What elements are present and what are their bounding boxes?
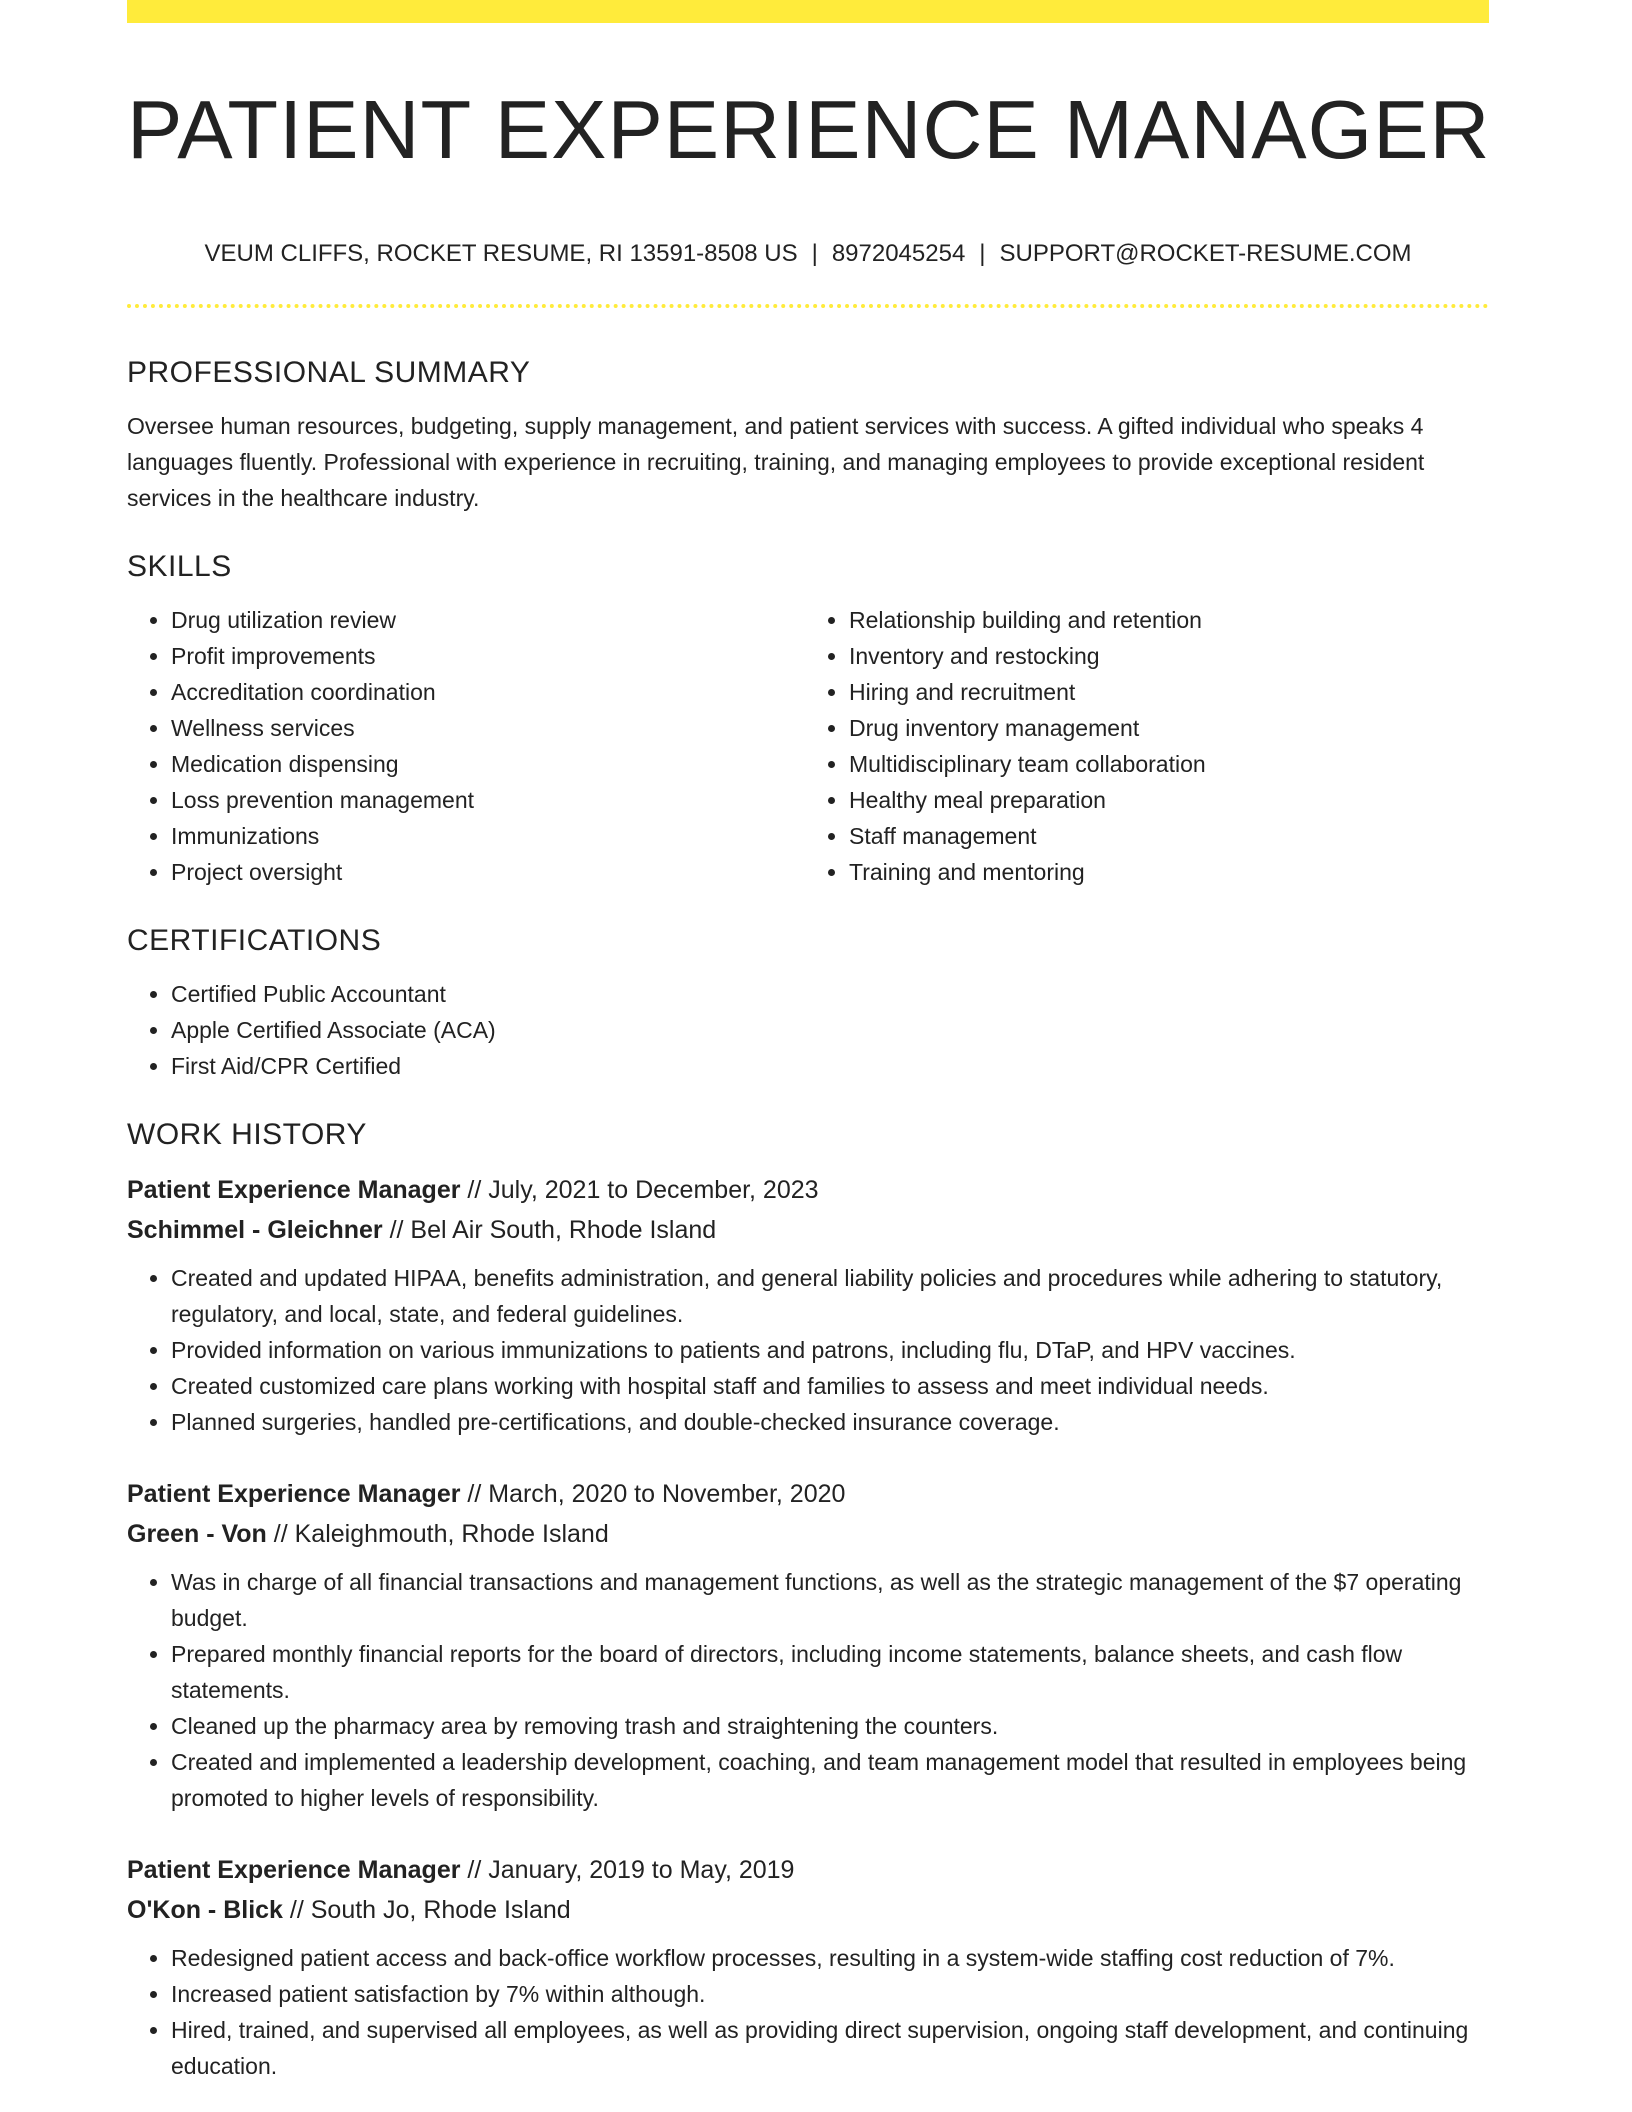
job-title: Patient Experience Manager bbox=[127, 1176, 461, 1204]
skills-column-right bbox=[805, 602, 1483, 890]
job-location: // Kaleighmouth, Rhode Island bbox=[266, 1520, 609, 1548]
summary-section bbox=[127, 352, 1489, 516]
skill-item: • Loss prevention management bbox=[171, 782, 805, 818]
job-bullets bbox=[127, 1564, 1489, 1816]
skills-columns bbox=[127, 602, 1489, 890]
certification-item: • Apple Certified Associate (ACA) bbox=[171, 1012, 1489, 1048]
dotted-divider bbox=[127, 304, 1489, 308]
job-company-line bbox=[127, 1890, 1489, 1930]
job-dates: // March, 2020 to November, 2020 bbox=[460, 1480, 846, 1508]
skill-item: • Profit improvements bbox=[171, 638, 805, 674]
contact-separator: | bbox=[811, 240, 818, 267]
contact-phone: 8972045254 bbox=[831, 240, 966, 267]
accent-top-bar bbox=[127, 0, 1489, 23]
job-company-line bbox=[127, 1210, 1489, 1250]
certifications-list bbox=[127, 976, 1489, 1084]
skill-item: • Staff management bbox=[849, 818, 1483, 854]
skills-column-left bbox=[127, 602, 805, 890]
contact-email: SUPPORT@ROCKET-RESUME.COM bbox=[999, 240, 1412, 267]
job-dates: // January, 2019 to May, 2019 bbox=[460, 1856, 795, 1884]
skill-item: • Hiring and recruitment bbox=[849, 674, 1483, 710]
job-bullets bbox=[127, 1260, 1489, 1440]
job-company-line bbox=[127, 1514, 1489, 1554]
work-history-section bbox=[127, 1114, 1489, 2084]
skill-item: • Immunizations bbox=[171, 818, 805, 854]
job-title: Patient Experience Manager bbox=[127, 1480, 461, 1508]
skill-item: • Project oversight bbox=[171, 854, 805, 890]
job-company: Schimmel - Gleichner bbox=[127, 1216, 383, 1244]
job-bullet: • Increased patient satisfaction by 7% within although. bbox=[171, 1976, 1489, 2012]
certifications-heading: CERTIFICATIONS bbox=[127, 924, 382, 957]
skill-item: • Drug utilization review bbox=[171, 602, 805, 638]
job-entry bbox=[127, 1474, 1489, 1816]
job-title: Patient Experience Manager bbox=[127, 1856, 461, 1884]
job-company: O'Kon - Blick bbox=[127, 1896, 283, 1924]
job-bullet: • Hired, trained, and supervised all employees, as well as providing direct supervision, ongoing staff development, and continuing education. bbox=[171, 2012, 1489, 2084]
contact-address: VEUM CLIFFS, ROCKET RESUME, RI 13591-8508 US bbox=[204, 240, 798, 267]
work-history-heading: WORK HISTORY bbox=[127, 1118, 367, 1151]
skill-item: • Medication dispensing bbox=[171, 746, 805, 782]
summary-heading: PROFESSIONAL SUMMARY bbox=[127, 356, 531, 389]
job-bullet: • Was in charge of all financial transactions and management functions, as well as the strategic management of the $7 operating budget. bbox=[171, 1564, 1489, 1636]
contact-separator: | bbox=[979, 240, 986, 267]
certification-item: • First Aid/CPR Certified bbox=[171, 1048, 1489, 1084]
skill-item: • Drug inventory management bbox=[849, 710, 1483, 746]
job-location: // Bel Air South, Rhode Island bbox=[382, 1216, 717, 1244]
job-bullets bbox=[127, 1940, 1489, 2084]
job-title-line bbox=[127, 1170, 1489, 1210]
skill-item: • Training and mentoring bbox=[849, 854, 1483, 890]
job-bullet: • Provided information on various immunizations to patients and patrons, including flu, DTaP, and HPV vaccines. bbox=[171, 1332, 1489, 1368]
job-entry bbox=[127, 1170, 1489, 1440]
certification-item: • Certified Public Accountant bbox=[171, 976, 1489, 1012]
job-bullet: • Cleaned up the pharmacy area by removing trash and straightening the counters. bbox=[171, 1708, 1489, 1744]
skill-item: • Relationship building and retention bbox=[849, 602, 1483, 638]
job-company: Green - Von bbox=[127, 1520, 267, 1548]
skill-item: • Wellness services bbox=[171, 710, 805, 746]
job-dates: // July, 2021 to December, 2023 bbox=[460, 1176, 819, 1204]
skills-section bbox=[127, 546, 1489, 890]
resume-content bbox=[127, 352, 1489, 2084]
summary-text: Oversee human resources, budgeting, supply management, and patient services with success. A gifted individual who speaks 4 languages fluently. Professional with experience in recruiting, training, and managing employees to provide exceptional resident services in the healthcare industry. bbox=[127, 413, 1425, 511]
job-bullet: • Redesigned patient access and back-office workflow processes, resulting in a system-wide staffing cost reduction of 7%. bbox=[171, 1940, 1489, 1976]
skill-item: • Accreditation coordination bbox=[171, 674, 805, 710]
job-bullet: • Created customized care plans working with hospital staff and families to assess and meet individual needs. bbox=[171, 1368, 1489, 1404]
job-bullet: • Created and updated HIPAA, benefits administration, and general liability policies and procedures while adhering to statutory, regulatory, and local, state, and federal guidelines. bbox=[171, 1260, 1489, 1332]
job-location: // South Jo, Rhode Island bbox=[282, 1896, 571, 1924]
skills-list-left bbox=[127, 602, 805, 890]
job-bullet: • Planned surgeries, handled pre-certifications, and double-checked insurance coverage. bbox=[171, 1404, 1489, 1440]
job-bullet: • Created and implemented a leadership development, coaching, and team management model that resulted in employees being promoted to higher levels of responsibility. bbox=[171, 1744, 1489, 1816]
skills-heading: SKILLS bbox=[127, 550, 232, 583]
job-bullet: • Prepared monthly financial reports for the board of directors, including income statements, balance sheets, and cash flow statements. bbox=[171, 1636, 1489, 1708]
skill-item: • Inventory and restocking bbox=[849, 638, 1483, 674]
skill-item: • Multidisciplinary team collaboration bbox=[849, 746, 1483, 782]
skills-list-right bbox=[805, 602, 1483, 890]
job-title-line bbox=[127, 1850, 1489, 1890]
skill-item: • Healthy meal preparation bbox=[849, 782, 1483, 818]
job-title-line bbox=[127, 1474, 1489, 1514]
page-title: PATIENT EXPERIENCE MANAGER bbox=[127, 83, 1491, 176]
job-entry bbox=[127, 1850, 1489, 2084]
contact-line bbox=[127, 236, 1489, 272]
certifications-section bbox=[127, 920, 1489, 1084]
